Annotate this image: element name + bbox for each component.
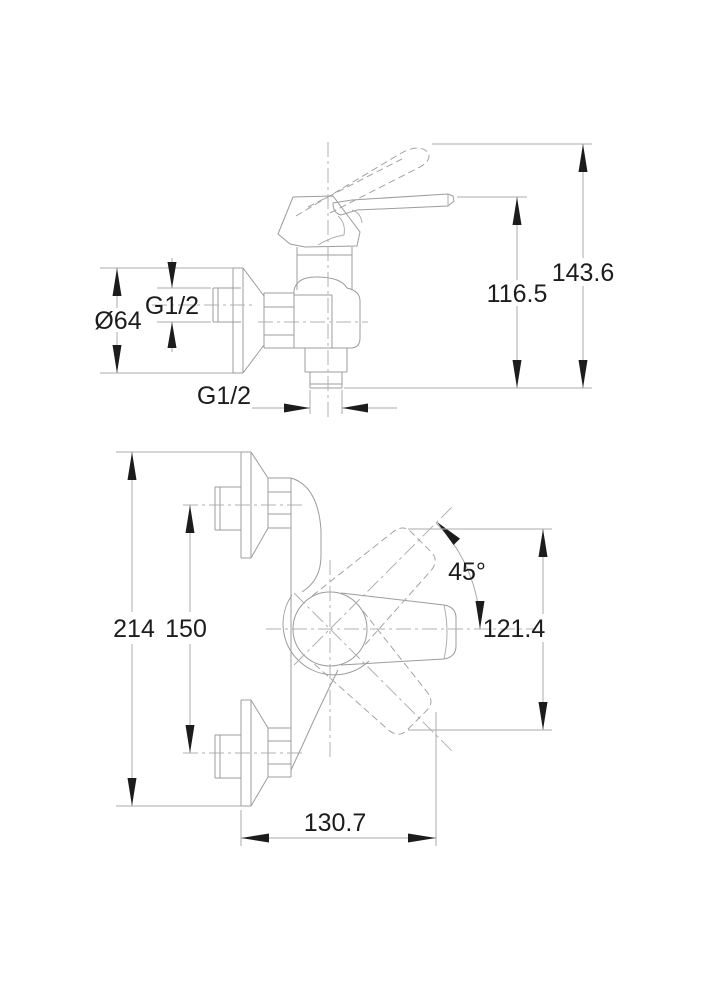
side-outlet bbox=[305, 348, 347, 388]
dim-label-overall-depth: 130.7 bbox=[303, 809, 367, 837]
dim-connection-spacing bbox=[165, 505, 207, 753]
dim-label-connection-spacing: 150 bbox=[165, 615, 207, 643]
dim-label-outlet-thread: G1/2 bbox=[196, 382, 252, 410]
side-handle-housing bbox=[278, 196, 360, 247]
dim-label-flange-diameter: Ø64 bbox=[94, 307, 142, 335]
dim-outlet-thread bbox=[197, 382, 397, 414]
side-lever-solid bbox=[333, 194, 454, 223]
dim-handle-angle bbox=[436, 522, 486, 629]
dim-label-handle-travel: 121.4 bbox=[482, 615, 546, 643]
dim-label-wall-inlet-thread: G1/2 bbox=[144, 292, 200, 320]
side-centerlines bbox=[152, 142, 368, 420]
side-lever-raised-dashed bbox=[296, 148, 429, 216]
dim-overall-depth bbox=[241, 712, 436, 846]
dim-flange-diameter bbox=[94, 268, 233, 373]
dim-label-total-height: 143.6 bbox=[551, 259, 615, 287]
front-bottom-connection bbox=[215, 700, 291, 806]
dim-wall-inlet-thread bbox=[145, 258, 211, 352]
dim-label-handle-angle: 45° bbox=[448, 558, 486, 586]
dim-handle-height bbox=[457, 197, 547, 388]
dim-label-overall-height: 214 bbox=[113, 615, 155, 643]
front-view bbox=[113, 452, 552, 846]
side-valve-body bbox=[294, 247, 360, 348]
dim-label-handle-height: 116.5 bbox=[486, 280, 548, 308]
side-escutcheon bbox=[233, 268, 264, 373]
dim-total-height bbox=[344, 144, 614, 388]
front-body bbox=[283, 478, 369, 770]
side-hex-nut bbox=[264, 293, 294, 348]
front-top-connection bbox=[215, 452, 291, 558]
side-view bbox=[94, 142, 614, 420]
